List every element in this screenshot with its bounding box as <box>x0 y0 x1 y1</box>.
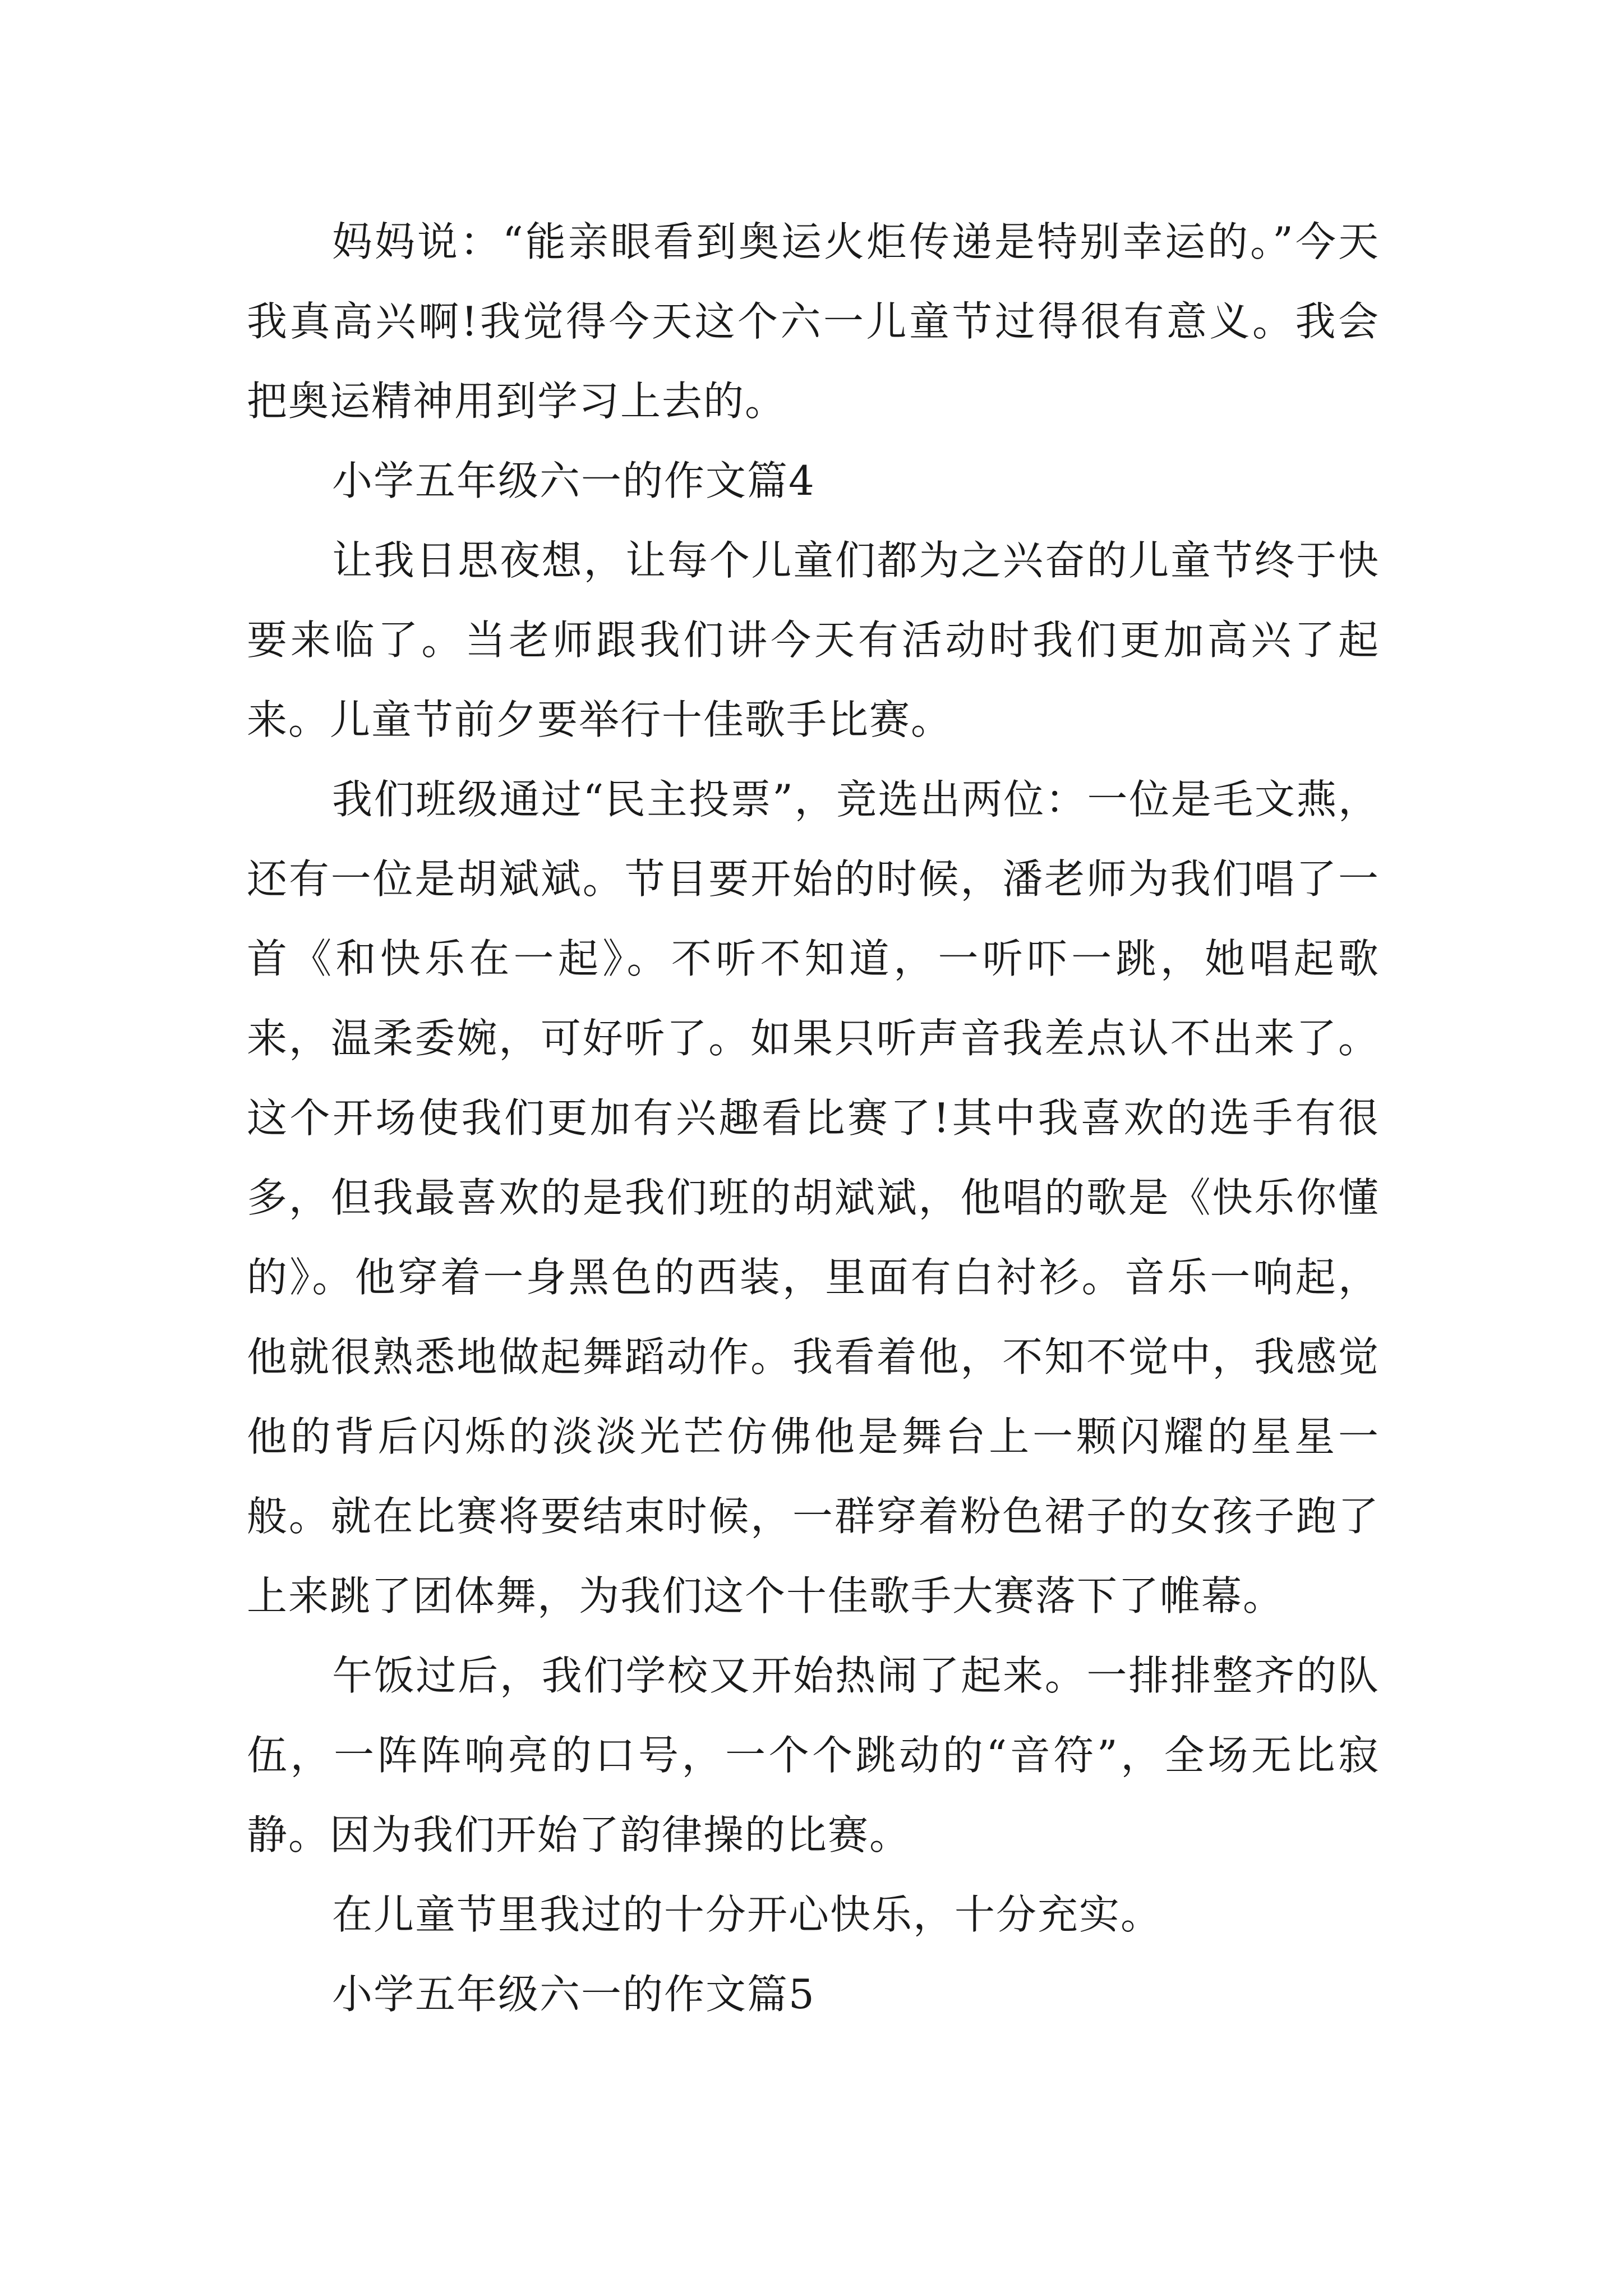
paragraph: 午饭过后，我们学校又开始热闹了起来。一排排整齐的队伍，一阵阵响亮的口号，一个个跳动的“音符”，全场无比寂静。因为我们开始了韵律操的比赛。 <box>247 1652 1380 1858</box>
paragraph: 我们班级通过“民主投票”，竞选出两位：一位是毛文燕，还有一位是胡斌斌。节目要开始的时候，潘老师为我们唱了一首《和快乐在一起》。不听不知道，一听吓一跳，她唱起歌来，温柔委婉，可好听了。如果只听声音我差点认不出来了。这个开场使我们更加有兴趣看比赛了!其中我喜欢的选手有很多，但我最喜欢的是我们班的胡斌斌，他唱的歌是《快乐你懂的》。他穿着一身黑色的西装，里面有白衬衫。音乐一响起，他就很熟悉地做起舞蹈动作。我看着他，不知不觉中，我感觉他的背后闪烁的淡淡光芒仿佛他是舞台上一颗闪耀的星星一般。就在比赛将要结束时候，一群穿着粉色裙子的女孩子跑了上来跳了团体舞，为我们这个十佳歌手大赛落下了帷幕。 <box>247 776 1380 1619</box>
paragraph: 让我日思夜想，让每个儿童们都为之兴奋的儿童节终于快要来临了。当老师跟我们讲今天有活动时我们更加高兴了起来。儿童节前夕要举行十佳歌手比赛。 <box>247 537 1380 743</box>
essay-4-title: 小学五年级六一的作文篇4 <box>332 457 815 504</box>
essay-5-title: 小学五年级六一的作文篇5 <box>332 1971 815 2018</box>
paragraph-ending-essay-3: 妈妈说：“能亲眼看到奥运火炬传递是特别幸运的。”今天我真高兴啊!我觉得今天这个六一儿童节过得很有意义。我会把奥运精神用到学习上去的。 <box>247 218 1380 425</box>
paragraph: 在儿童节里我过的十分开心快乐，十分充实。 <box>332 1891 1163 1938</box>
document-body <box>247 202 1380 2034</box>
